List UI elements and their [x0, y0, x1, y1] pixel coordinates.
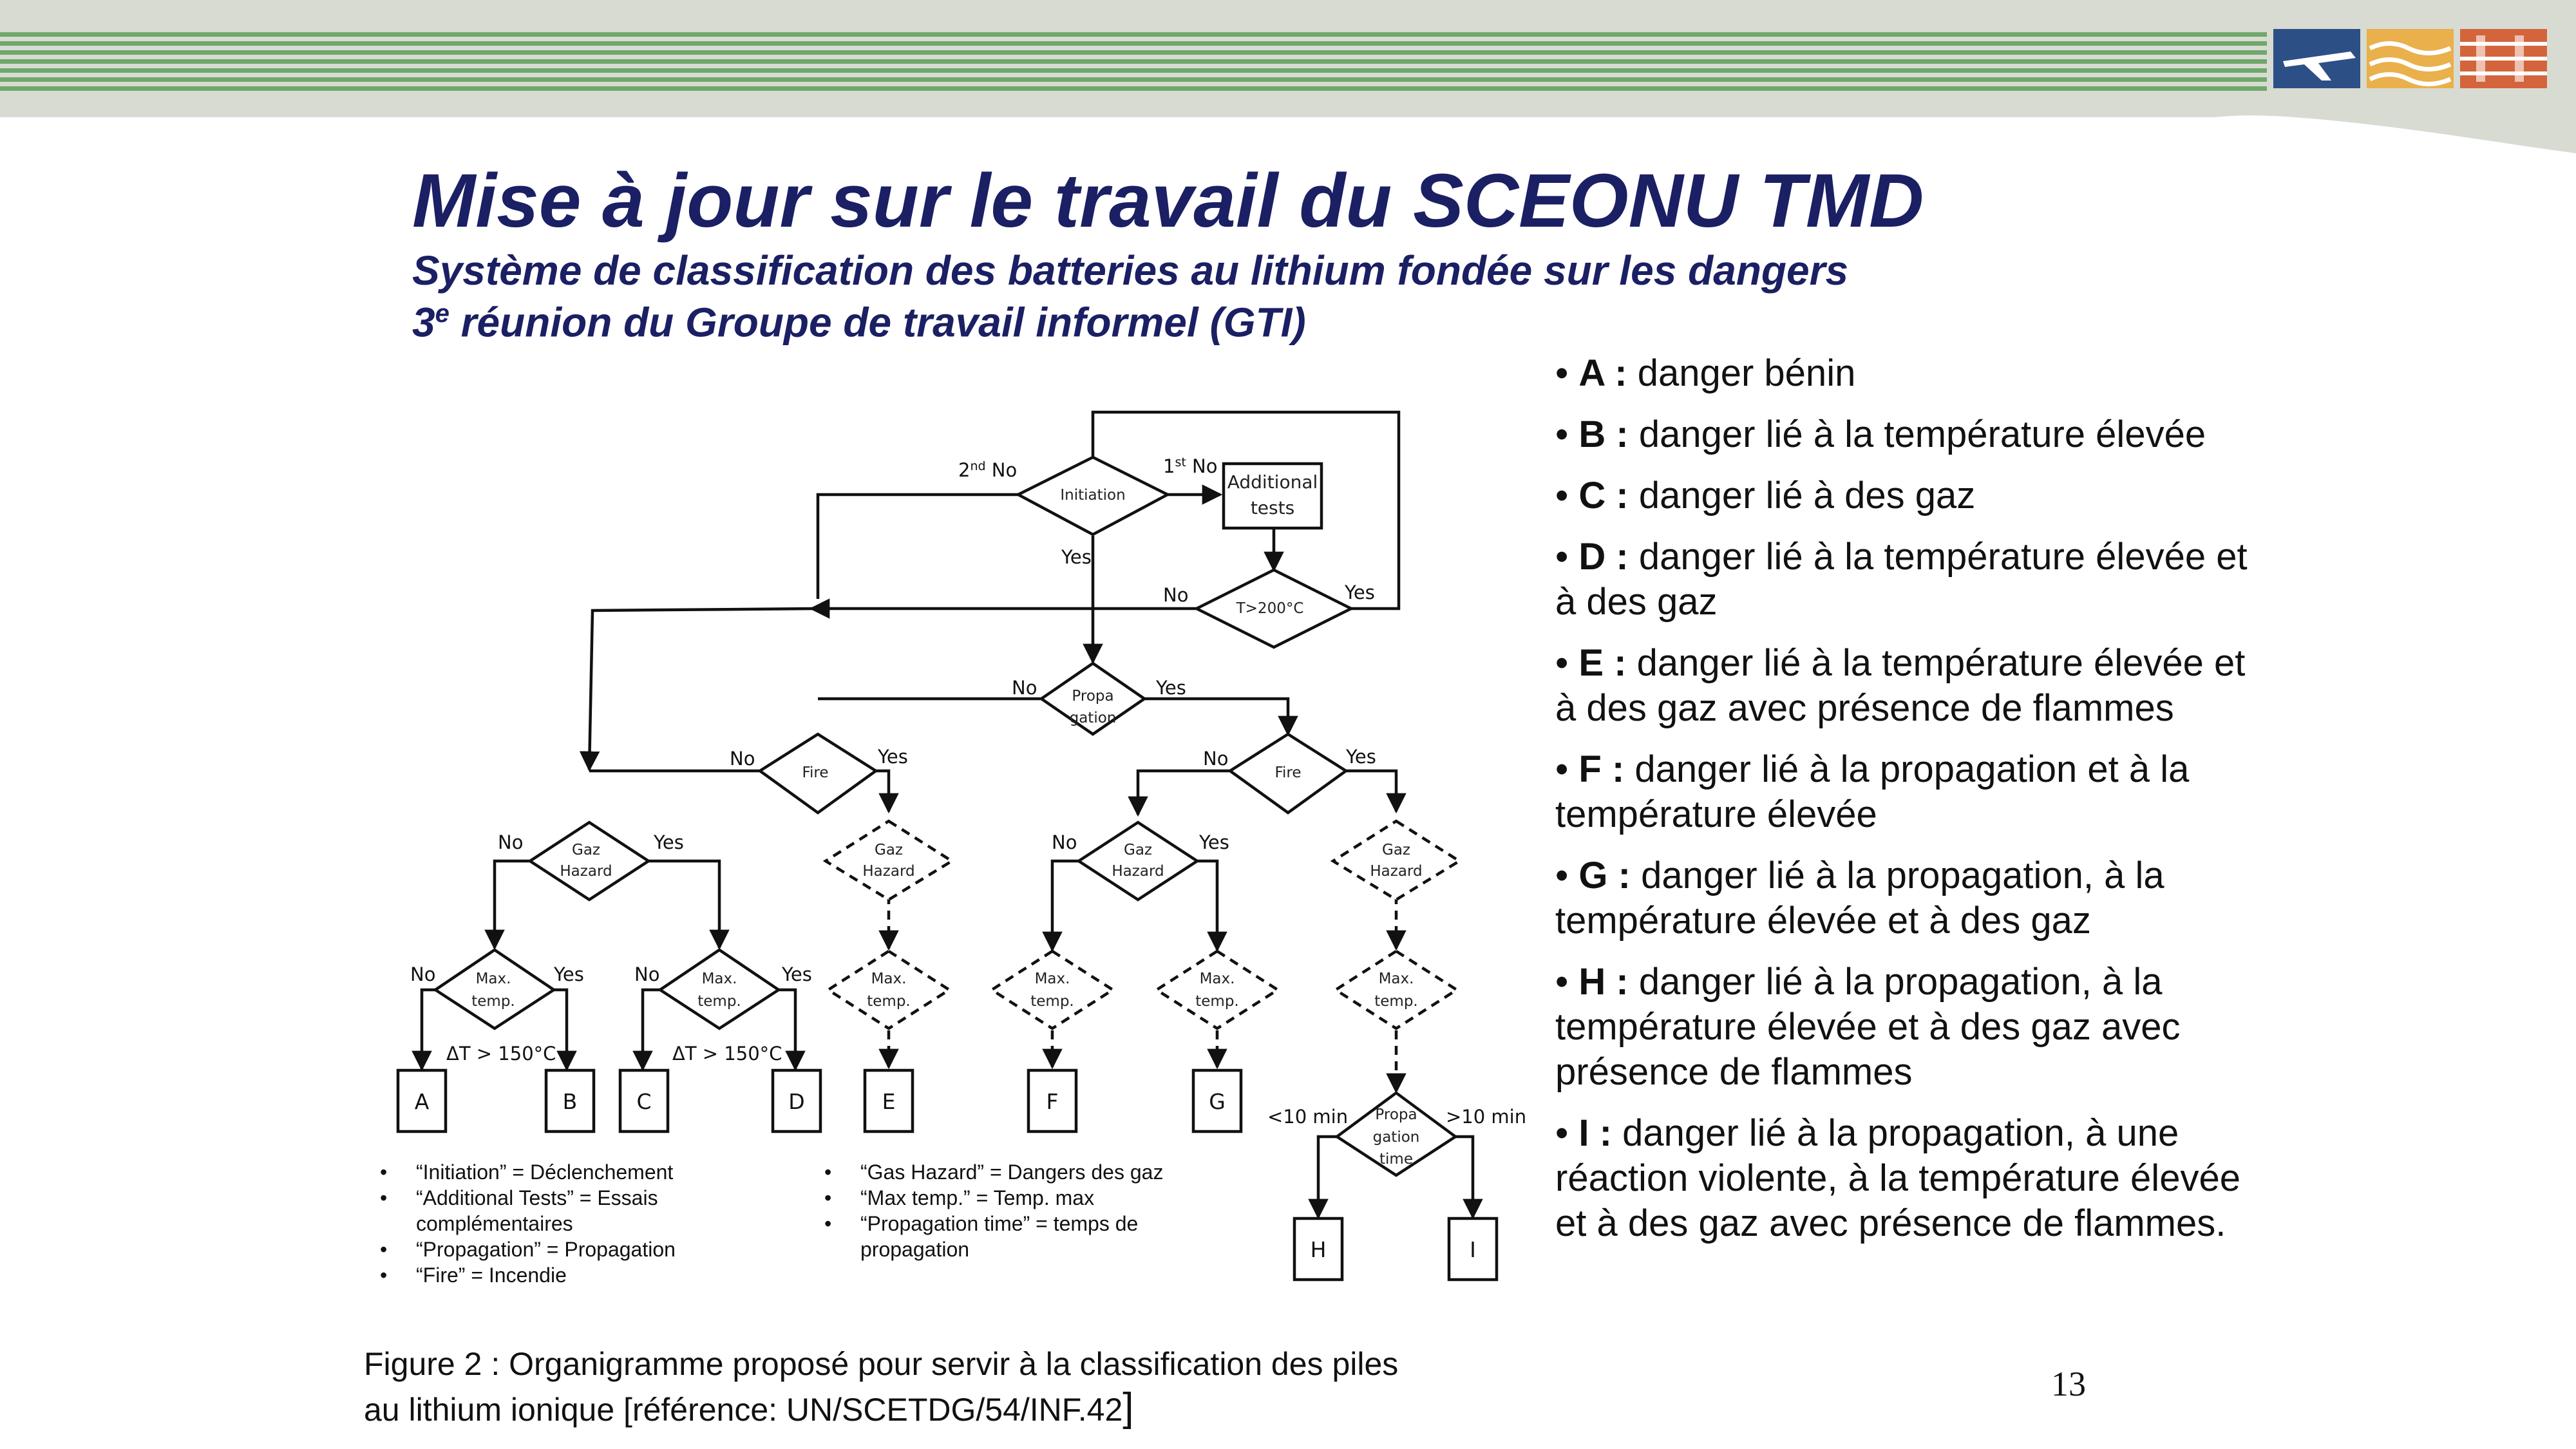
- initiation-label: Initiation: [1060, 487, 1126, 504]
- legend-right: [824, 1159, 1236, 1262]
- edge-label-delta-t-2: ΔT > 150°C: [672, 1043, 782, 1065]
- max-temp-label-6-line1: Max.: [1378, 971, 1414, 987]
- max-temp-label-4-line2: temp.: [1030, 993, 1074, 1010]
- hazard-code: I :: [1578, 1112, 1612, 1154]
- gaz-label-3-line2: Hazard: [1112, 863, 1164, 880]
- max-temp-node-f: [992, 951, 1113, 1028]
- gaz-label-4-line2: Hazard: [1370, 863, 1423, 880]
- meeting-number-suffix: e: [435, 299, 450, 328]
- hazard-item: • H : danger lié à la propagation, à la température élevée et à des gaz avec présence de flammes: [1555, 961, 2181, 1093]
- hazard-item: • G : danger lié à la propagation, à la température élevée et à des gaz: [1555, 855, 2164, 942]
- leaf-label-f: F: [1046, 1089, 1059, 1114]
- max-temp-label-1-line1: Max.: [475, 971, 511, 987]
- legend-item: • “Gas Hazard” = Dangers des gaz: [824, 1159, 1236, 1185]
- edge-label-propagation-yes: Yes: [1156, 677, 1186, 699]
- max-temp-label-4-line1: Max.: [1034, 971, 1070, 987]
- gaz-label-2-line1: Gaz: [875, 842, 903, 858]
- max-temp-label-2-line1: Max.: [701, 971, 737, 987]
- hazard-text: danger lié à la température élevée et à des gaz: [1555, 536, 2248, 623]
- propagation-label-line1: Propa: [1072, 688, 1114, 705]
- edge-label-gaz-right-no: No: [1052, 831, 1077, 853]
- max-temp-label-1-line2: temp.: [471, 993, 515, 1010]
- hazard-code: B :: [1578, 413, 1629, 455]
- edge-label-second-no: 2nd No: [958, 459, 1018, 481]
- edge-label-fire-right-yes: Yes: [1346, 746, 1376, 768]
- edge-label-gaz-right-yes: Yes: [1199, 831, 1229, 853]
- hazard-code: G :: [1578, 855, 1631, 896]
- gaz-label-3-line1: Gaz: [1124, 842, 1152, 858]
- meeting-subtitle: [412, 299, 1306, 345]
- max-temp-label-3-line1: Max.: [871, 971, 907, 987]
- caption-line-1: Figure 2 : Organigramme proposé pour servir à la classification des piles: [364, 1346, 1399, 1382]
- hazard-text: danger lié à la propagation et à la température élevée: [1555, 748, 2190, 835]
- hazard-item: • D : danger lié à la température élevée et à des gaz: [1555, 536, 2248, 623]
- max-temp-node-c: [660, 950, 779, 1028]
- hazard-text: danger lié à la température élevée: [1628, 413, 2206, 455]
- edge-label-first-no: 1st No: [1163, 455, 1218, 477]
- hazard-item: • B : danger lié à la température élevée: [1555, 413, 2206, 455]
- hazard-text: danger lié à la propagation, à la température élevée et à des gaz avec présence de flammes: [1555, 961, 2181, 1093]
- gaz-label-2-line2: Hazard: [862, 863, 915, 880]
- gaz-label-4-line1: Gaz: [1382, 842, 1410, 858]
- gaz-hazard-node-dashed-right: [1333, 821, 1459, 900]
- edge-label-delta-t-1: ΔT > 150°C: [446, 1043, 556, 1065]
- edge-label-lt10: <10 min: [1267, 1106, 1349, 1128]
- hazard-code: D :: [1578, 536, 1629, 578]
- legend-item: • “Fire” = Incendie: [380, 1262, 741, 1288]
- hazard-code: A :: [1578, 352, 1627, 394]
- leaf-label-i: I: [1470, 1237, 1476, 1262]
- additional-tests-label-line2: tests: [1250, 497, 1295, 518]
- edge-label-fire-right-no: No: [1203, 748, 1229, 770]
- legend-item: • “Propagation time” = temps de propagation: [824, 1211, 1236, 1262]
- leaf-label-h: H: [1310, 1237, 1327, 1262]
- edge-label-gaz-left-no: No: [498, 831, 524, 853]
- max-temp-label-3-line2: temp.: [867, 993, 911, 1010]
- fire-label-left: Fire: [802, 764, 829, 781]
- edge-label-t200-no: No: [1163, 584, 1189, 606]
- slide-subtitle: Système de classification des batteries au lithium fondée sur les dangers: [412, 247, 1849, 294]
- gaz-hazard-node-right: [1079, 822, 1197, 900]
- hazard-item: • I : danger lié à la propagation, à une réaction violente, à la température élevée et à des gaz avec présence de flammes.: [1555, 1112, 2240, 1244]
- gaz-label-1-line1: Gaz: [572, 842, 600, 858]
- fire-label-right: Fire: [1274, 764, 1302, 781]
- hazard-text: danger bénin: [1627, 352, 1856, 394]
- prop-time-label-line1: Propa: [1375, 1106, 1417, 1123]
- hazard-item: • F : danger lié à la propagation et à la température élevée: [1555, 748, 2190, 835]
- hazard-text: danger lié à la température élevée et à des gaz avec présence de flammes: [1555, 642, 2246, 729]
- edge-label-gaz-left-yes: Yes: [654, 831, 684, 853]
- prop-time-label-line3: time: [1379, 1151, 1413, 1168]
- hazard-code: F :: [1578, 748, 1625, 790]
- hazard-text: danger lié à des gaz: [1628, 475, 1976, 516]
- meeting-text: réunion du Groupe de travail informel (GTI): [449, 299, 1306, 346]
- hazard-code: C :: [1578, 475, 1629, 516]
- max-temp-label-6-line2: temp.: [1374, 993, 1418, 1010]
- hazard-text: danger lié à la propagation, à la température élevée et à des gaz: [1555, 855, 2164, 942]
- hazard-item: • A : danger bénin: [1555, 352, 1856, 394]
- edge-label-max-a-no: No: [410, 963, 436, 985]
- hazard-code: E :: [1578, 642, 1627, 684]
- caption-bracket: ]: [1122, 1385, 1134, 1430]
- caption-line-2-text: au lithium ionique [référence: UN/SCETDG/54/INF.42: [364, 1392, 1123, 1428]
- leaf-label-d: D: [788, 1089, 805, 1114]
- max-temp-label-2-line2: temp.: [697, 993, 741, 1010]
- max-temp-node-a: [435, 950, 554, 1028]
- transport-logo: [2273, 29, 2547, 88]
- edge-label-initiation-yes: Yes: [1061, 546, 1092, 568]
- legend-left: [380, 1159, 741, 1288]
- legend-item: • “Initiation” = Déclenchement: [380, 1159, 741, 1185]
- legend-item: • “Max temp.” = Temp. max: [824, 1185, 1236, 1211]
- hazard-class-list: [1555, 351, 2264, 1262]
- propagation-label-line2: gation: [1069, 710, 1117, 726]
- max-temp-label-5-line1: Max.: [1199, 971, 1235, 987]
- meeting-number: 3: [412, 299, 435, 346]
- edge-label-max-a-yes: Yes: [554, 963, 584, 985]
- max-temp-node-i: [1336, 951, 1457, 1028]
- max-temp-node-g: [1157, 951, 1278, 1028]
- max-temp-label-5-line2: temp.: [1195, 993, 1239, 1010]
- hazard-code: H :: [1578, 961, 1629, 1003]
- gaz-hazard-node-dashed-left: [826, 821, 952, 900]
- leaf-label-g: G: [1209, 1089, 1226, 1114]
- additional-tests-label-line1: Additional: [1227, 471, 1318, 493]
- edge-label-propagation-no: No: [1012, 677, 1037, 699]
- header-band: [0, 0, 2576, 155]
- leaf-label-e: E: [882, 1089, 896, 1114]
- legend-item: • “Additional Tests” = Essais complémentaires: [380, 1185, 741, 1236]
- prop-time-label-line2: gation: [1372, 1129, 1420, 1146]
- edge-label-max-c-no: No: [634, 963, 660, 985]
- edge-label-max-c-yes: Yes: [782, 963, 812, 985]
- hazard-text: danger lié à la propagation, à une réaction violente, à la température élevée et à des gaz avec présence de flammes.: [1555, 1112, 2240, 1244]
- leaf-label-c: C: [636, 1089, 652, 1114]
- hazard-item: • C : danger lié à des gaz: [1555, 475, 1976, 516]
- edge-label-fire-left-no: No: [730, 748, 755, 770]
- leaf-label-a: A: [414, 1089, 430, 1114]
- page-number: 13: [2051, 1365, 2086, 1403]
- edge-label-gt10: >10 min: [1446, 1106, 1527, 1128]
- temperature-200-label: T>200°C: [1236, 600, 1304, 617]
- gaz-hazard-node-left: [530, 822, 649, 900]
- legend-item: • “Propagation” = Propagation: [380, 1236, 741, 1262]
- leaf-label-b: B: [562, 1089, 578, 1114]
- edge-label-t200-yes: Yes: [1345, 582, 1375, 603]
- caption-line-2: [364, 1386, 1459, 1432]
- slide-title: Mise à jour sur le travail du SCEONU TMD: [412, 158, 1924, 243]
- figure-caption: [364, 1343, 1459, 1432]
- hazard-item: • E : danger lié à la température élevée et à des gaz avec présence de flammes: [1555, 642, 2246, 729]
- gaz-label-1-line2: Hazard: [560, 863, 612, 880]
- edge-label-fire-left-yes: Yes: [878, 746, 908, 768]
- max-temp-node-e: [828, 951, 949, 1028]
